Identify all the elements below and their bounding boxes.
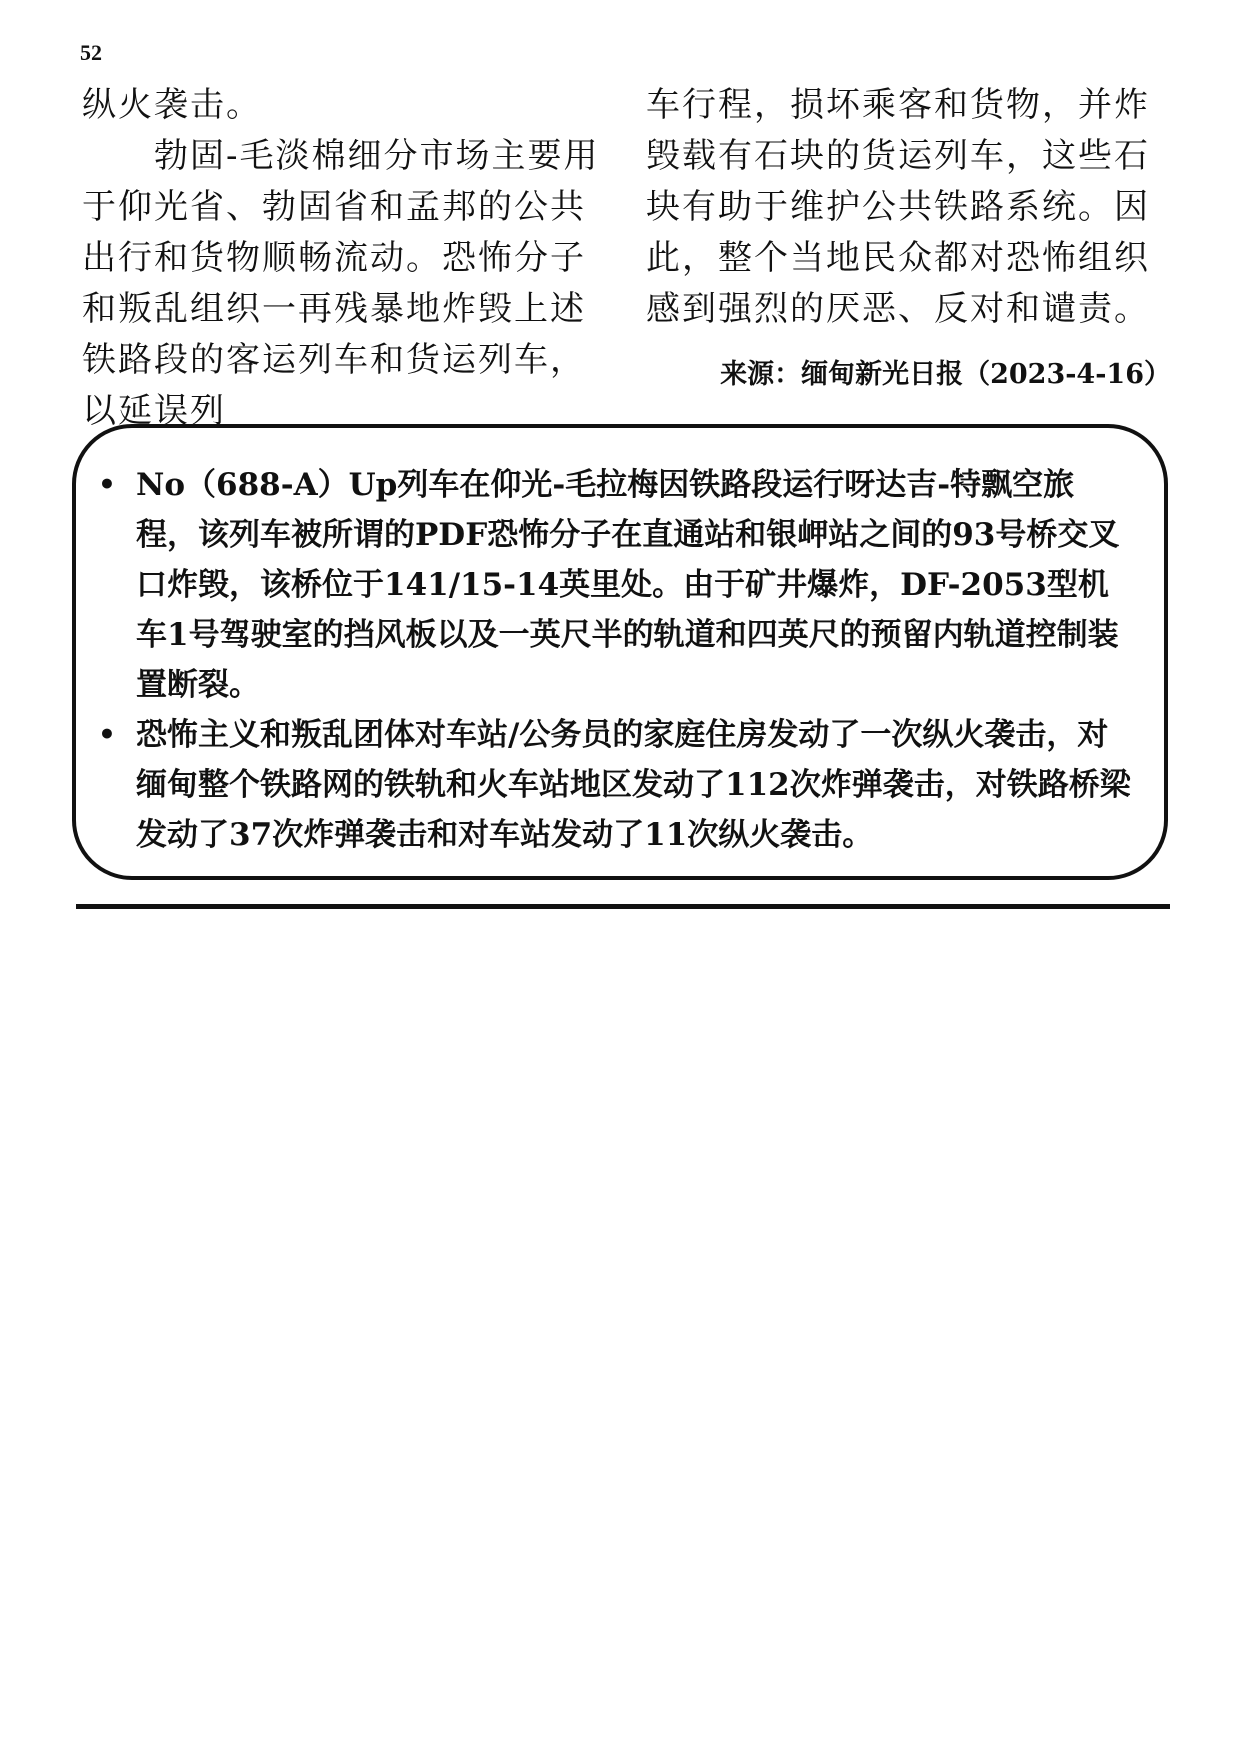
article-left-column: [82, 80, 617, 437]
callout-item-text: No（688-A）Up列车在仰光-毛拉梅因铁路段运行呀达吉-特飘空旅程，该列车被所谓的PDF恐怖分子在直通站和银岬站之间的93号桥交叉口炸毁，该桥位于141/15-14英里处。由于矿井爆炸，DF-2053型机车1号驾驶室的挡风板以及一英尺半的轨道和四英尺的预留内轨道控制装置断裂。: [136, 467, 1120, 703]
bullet-icon: •: [98, 718, 116, 751]
callout-list: [76, 428, 1164, 860]
source-citation: 来源：缅甸新光日报（2023-4-16）: [720, 359, 1171, 390]
callout-box: [72, 424, 1168, 880]
callout-item: [98, 710, 1136, 860]
bullet-icon: •: [98, 468, 116, 501]
page-number: 52: [80, 40, 102, 65]
callout-item-text: 恐怖主义和叛乱团体对车站/公务员的家庭住房发动了一次纵火袭击，对缅甸整个铁路网的铁轨和火车站地区发动了112次炸弹袭击，对铁路桥梁发动了37次炸弹袭击和对车站发动了11次纵火袭击。: [136, 717, 1131, 853]
paragraph-continuation: 纵火袭击。: [82, 85, 262, 125]
horizontal-rule: [76, 904, 1170, 909]
callout-item: [98, 460, 1136, 710]
article-right-column: [646, 80, 1171, 400]
paragraph-bago-mawlamyine: 勃固-毛淡棉细分市场主要用于仰光省、勃固省和孟邦的公共出行和货物顺畅流动。恐怖分子和叛乱组织一再残暴地炸毁上述铁路段的客运列车和货运列车，以延误列: [82, 136, 600, 431]
paragraph-continued: 车行程，损坏乘客和货物，并炸毁载有石块的货运列车，这些石块有助于维护公共铁路系统。因此，整个当地民众都对恐怖组织感到强烈的厌恶、反对和谴责。: [646, 85, 1150, 329]
